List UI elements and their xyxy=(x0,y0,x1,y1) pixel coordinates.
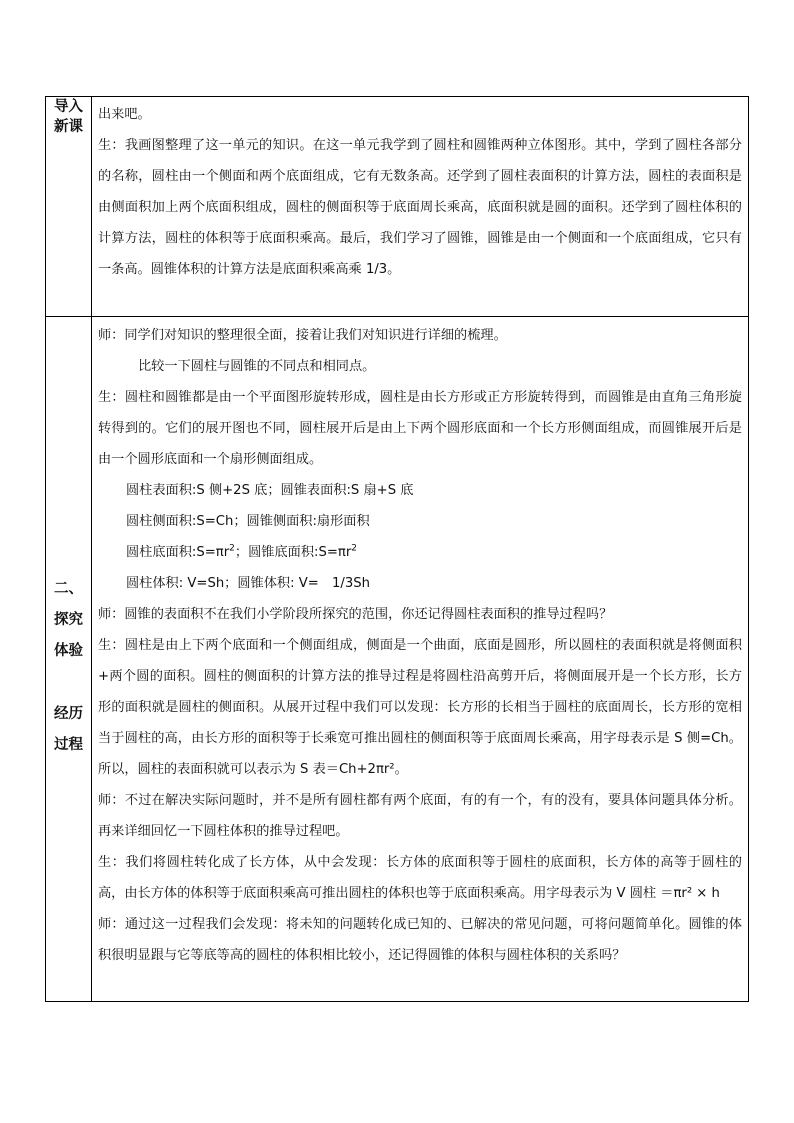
section-explore-label-part3: 体验 xyxy=(54,643,83,659)
intro-paragraph: 生：我画图整理了这一单元的知识。在这一单元我学到了圆柱和圆锥两种立体图形。其中，学到了圆柱各部分的名称，圆柱由一个侧面和两个底面组成，它有无数条高。还学到了圆柱表面积的计算方法，圆柱的表面积是由侧面积加上两个底面积组成，圆柱的侧面积等于底面周长乘高，底面积就是圆的面积。还学到了圆柱体积的计算方法，圆柱的体积等于底面积乘高。最后，我们学习了圆锥，圆锥是由一个侧面和一个底面组成，它只有一条高。圆锥体积的计算方法是底面积乘高乘 1/3。 xyxy=(98,138,742,277)
section-explore-row xyxy=(46,317,749,1002)
section-explore-label xyxy=(46,317,92,1002)
section-intro-row xyxy=(46,97,749,317)
teacher-line: 师：不过在解决实际问题时，并不是所有圆柱都有两个底面，有的有一个，有的没有，要具体问题具体分析。再来详细回忆一下圆柱体积的推导过程吧。 xyxy=(98,793,742,839)
section-explore-label-part5: 过程 xyxy=(54,737,83,753)
section-intro-label-line2: 新课 xyxy=(54,119,83,135)
section-explore-content xyxy=(92,317,749,1002)
formula-base-area-cone: ；圆锥底面积:S=πr xyxy=(234,545,352,560)
formula-volume: 圆柱体积: V=Sh；圆锥体积: V= 1/3Sh xyxy=(126,576,370,591)
section-explore-label-part1: 二、 xyxy=(54,581,83,597)
intro-paragraph: 出来吧。 xyxy=(98,107,151,122)
section-explore-label-part4: 经历 xyxy=(54,706,83,722)
section-intro-label xyxy=(46,97,92,317)
student-line: 生：我们将圆柱转化成了长方体，从中会发现：长方体的底面积等于圆柱的底面积，长方体的高等于圆柱的高，由长方体的体积等于底面积乘高可推出圆柱的体积也等于底面积乘高。用字母表示为 V 圆柱 ＝πr² × h xyxy=(98,855,742,901)
formula-surface-area: 圆柱表面积:S 侧+2S 底；圆锥表面积:S 扇+S 底 xyxy=(126,483,414,498)
section-intro-content xyxy=(92,97,749,317)
teacher-line: 师：通过这一过程我们会发现：将未知的问题转化成已知的、已解决的常见问题，可将问题简单化。圆锥的体积很明显跟与它等底等高的圆柱的体积相比较小，还记得圆锥的体积与圆柱体积的关系吗？ xyxy=(98,917,742,963)
section-explore-label-part2: 探究 xyxy=(54,612,83,628)
student-line: 生：圆柱和圆锥都是由一个平面图形旋转形成，圆柱是由长方形或正方形旋转得到，而圆锥是由直角三角形旋转得到的。它们的展开图也不同，圆柱展开后是由上下两个圆形底面和一个长方形侧面组成，而圆锥展开后是由一个圆形底面和一个扇形侧面组成。 xyxy=(98,390,742,467)
student-line: 生：圆柱是由上下两个底面和一个侧面组成，侧面是一个曲面，底面是圆形，所以圆柱的表面积就是将侧面积+两个圆的面积。圆柱的侧面积的计算方法的推导过程是将圆柱沿高剪开后，将侧面展开是一个长方形，长方形的面积就是圆柱的侧面积。从展开过程中我们可以发现：长方形的长相当于圆柱的底面周长，长方形的宽相当于圆柱的高，由长方形的面积等于长乘宽可推出圆柱的侧面积等于底面周长乘高，用字母表示是 S 侧=Ch。所以，圆柱的表面积就可以表示为 S 表＝Ch+2πr²。 xyxy=(98,638,742,777)
teacher-line: 师：同学们对知识的整理很全面，接着让我们对知识进行详细的梳理。 xyxy=(98,328,507,343)
teacher-line: 师：圆锥的表面积不在我们小学阶段所探究的范围，你还记得圆柱表面积的推导过程吗？ xyxy=(98,607,613,622)
formula-base-area-cylinder: 圆柱底面积:S=πr xyxy=(126,545,230,560)
section-intro-label-line1: 导入 xyxy=(54,99,83,115)
lesson-plan-table xyxy=(45,96,749,1002)
comparison-prompt: 比较一下圆柱与圆锥的不同点和相同点。 xyxy=(138,359,376,374)
formula-base-area: 圆柱底面积$:S=\pi r^2$；圆锥底面积$:S=\pi r^2$ xyxy=(126,543,357,560)
formula-lateral-area: 圆柱侧面积:S=Ch；圆锥侧面积:扇形面积 xyxy=(126,514,370,529)
